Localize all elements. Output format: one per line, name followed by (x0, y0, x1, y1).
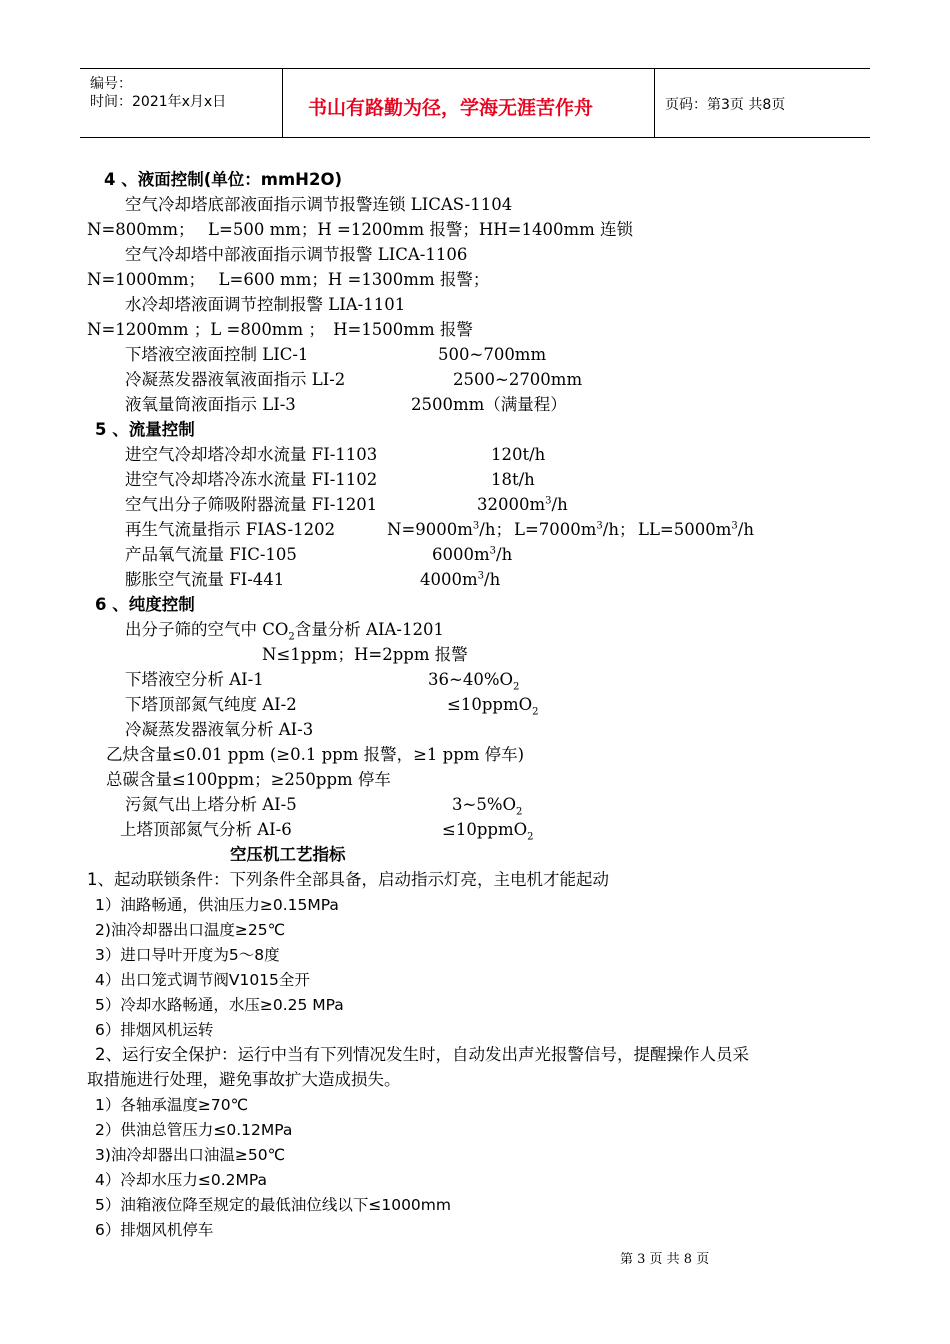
safety-item: 2）供油总管压力≤0.12MPa (95, 1121, 293, 1139)
start-item: 6）排烟风机运转 (95, 1021, 214, 1039)
safety-item: 4）冷却水压力≤0.2MPa (95, 1171, 268, 1189)
purity-item-value: ≤10ppmO$_2$ (442, 820, 534, 843)
date-label: 时间：2021年x月x日 (90, 94, 227, 110)
level-item-value: 2500~2700mm (453, 370, 583, 389)
compressor-title: 空压机工艺指标 (230, 845, 346, 864)
level-item-name: 液氧量筒液面指示 LI-3 (125, 395, 296, 414)
flow-item-name: 进空气冷却塔冷却水流量 FI-1103 (125, 445, 378, 464)
flow-item-value: $32000m^3/h$ (477, 495, 568, 514)
header-right-cell (654, 69, 871, 137)
section5-title: 5 、流量控制 (95, 420, 195, 439)
header-motto: 书山有路勤为径，学海无涯苦作舟 (308, 97, 594, 119)
section6-title: 6 、纯度控制 (95, 595, 195, 614)
purity-item-value: $36\sim 40\%O_2$ (428, 670, 520, 693)
safety-item: 1）各轴承温度≥70℃ (95, 1096, 248, 1114)
page-info: 页码：第3页 共8页 (665, 97, 786, 113)
level-item-value: 2500mm（满量程） (411, 395, 567, 414)
regen-flow-low: $L=7000m^3/h$； (514, 520, 636, 539)
flow-item-value: 120t/h (491, 445, 546, 464)
page-header (80, 68, 870, 138)
acetylene-limit: 乙炔含量≤0.01 ppm (≥0.1 ppm 报警，≥1 ppm 停车) (106, 745, 525, 764)
purity-item-value: $3\sim 5\%O_2$ (452, 795, 523, 818)
purity-item-name: 下塔液空分析 AI-1 (125, 670, 264, 689)
safety-item: 5）油箱液位降至规定的最低油位线以下≤1000mm (95, 1196, 451, 1214)
section4-line6: N=1200mm ；L =800mm ； H=1500mm 报警 (87, 320, 473, 339)
co2-limit: N≤1ppm；H=2ppm 报警 (262, 645, 468, 664)
flow-item-value: $4000m^3/h$ (420, 570, 501, 589)
start-item: 3）进口导叶开度为5～8度 (95, 946, 280, 964)
regen-flow-normal: $N=9000m^3/h$； (387, 520, 512, 539)
co2-analysis: 出分子筛的空气中 $CO_2$含量分析 AIA-1201 (125, 620, 444, 643)
section4-line2: N=800mm； L=500 mm；H =1200mm 报警；HH=1400mm 连锁 (87, 220, 633, 239)
start-item: 1）油路畅通，供油压力≥0.15MPa (95, 896, 339, 914)
safety-item: 6）排烟风机停车 (95, 1221, 214, 1239)
page-footer: 第 3 页 共 8 页 (620, 1252, 710, 1267)
safety-paragraph-line1: 2、运行安全保护：运行中当有下列情况发生时，自动发出声光报警信号，提醒操作人员采 (95, 1045, 749, 1064)
purity-item-name: 污氮气出上塔分析 AI-5 (125, 795, 297, 814)
start-item: 4）出口笼式调节阀V1015全开 (95, 971, 310, 989)
section4-line5: 水冷却塔液面调节控制报警 LIA-1101 (125, 295, 406, 314)
section4-title: 4 、液面控制(单位：mmH2O) (104, 170, 343, 189)
section4-line1: 空气冷却塔底部液面指示调节报警连锁 LICAS-1104 (125, 195, 513, 214)
safety-item: 3)油冷却器出口油温≥50℃ (95, 1146, 286, 1164)
flow-item-name: 空气出分子筛吸附器流量 FI-1201 (125, 495, 378, 514)
section4-line3: 空气冷却塔中部液面指示调节报警 LICA-1106 (125, 245, 468, 264)
start-interlock-title: 1、起动联锁条件：下列条件全部具备，启动指示灯亮，主电机才能起动 (87, 870, 609, 889)
flow-item-name: 产品氧气流量 FIC-105 (125, 545, 297, 564)
level-item-name: 下塔液空液面控制 LIC-1 (125, 345, 309, 364)
number-label: 编号： (90, 76, 132, 92)
level-item-name: 冷凝蒸发器液氧液面指示 LI-2 (125, 370, 346, 389)
purity-item-name: 冷凝蒸发器液氧分析 AI-3 (125, 720, 314, 739)
purity-item-name: 上塔顶部氮气分析 AI-6 (120, 820, 292, 839)
header-left-cell (80, 69, 283, 137)
flow-item-name: 进空气冷却塔冷冻水流量 FI-1102 (125, 470, 378, 489)
section4-line4: N=1000mm； L=600 mm；H =1300mm 报警； (87, 270, 490, 289)
safety-paragraph-line2: 取措施进行处理，避免事故扩大造成损失。 (87, 1070, 401, 1089)
purity-item-name: 下塔顶部氮气纯度 AI-2 (125, 695, 297, 714)
flow-item-name: 膨胀空气流量 FI-441 (125, 570, 285, 589)
start-item: 2)油冷却器出口温度≥25℃ (95, 921, 286, 939)
flow-item-value: 18t/h (491, 470, 535, 489)
purity-item-value: ≤10ppmO$_2$ (447, 695, 539, 718)
level-item-value: 500~700mm (438, 345, 547, 364)
total-carbon-limit: 总碳含量≤100ppm；≥250ppm 停车 (106, 770, 391, 789)
flow-item-value: $6000m^3/h$ (432, 545, 513, 564)
regen-flow-name: 再生气流量指示 FIAS-1202 (125, 520, 336, 539)
regen-flow-lowlow: $LL=5000m^3/h$ (638, 520, 754, 539)
start-item: 5）冷却水路畅通，水压≥0.25 MPa (95, 996, 344, 1014)
